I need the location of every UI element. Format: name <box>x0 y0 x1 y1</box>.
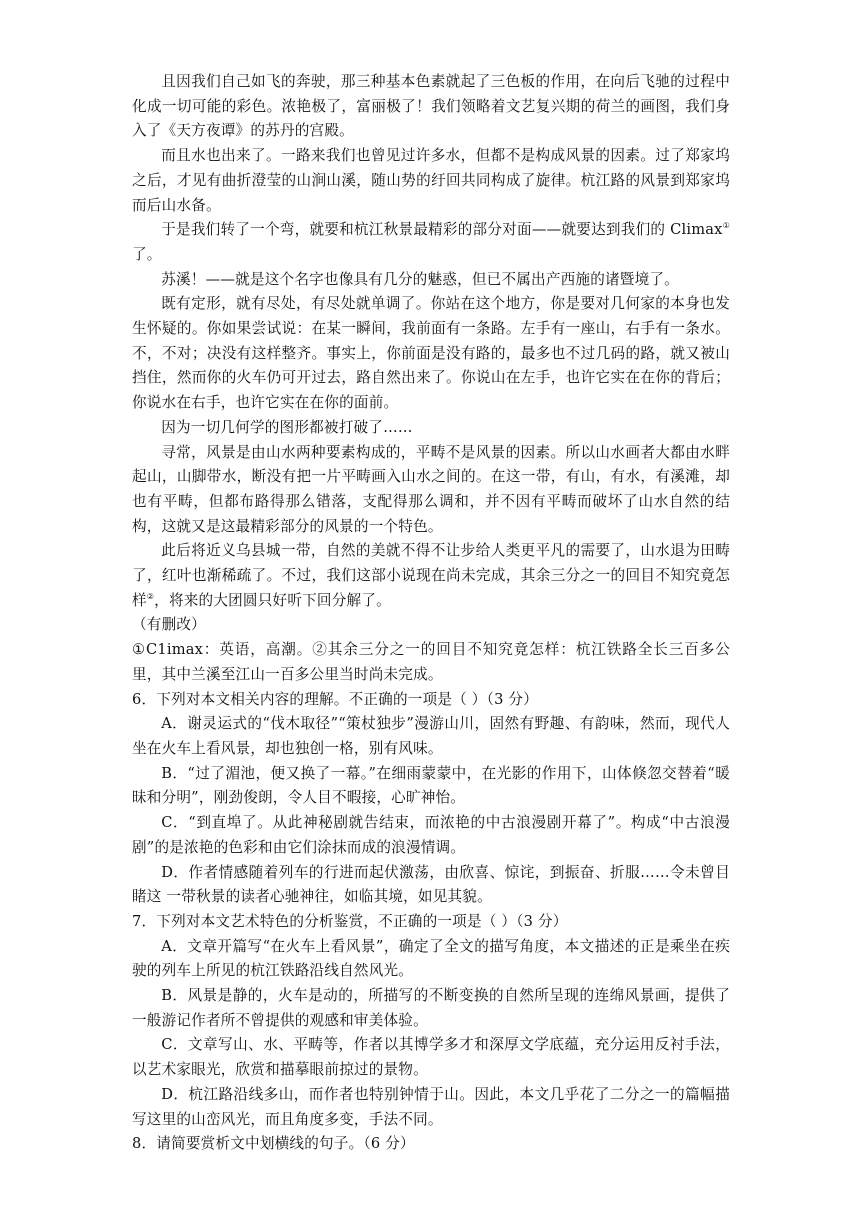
paragraph-text: 于是我们转了一个弯，就要和杭江秋景最精彩的部分对面——就要达到我们的 Climax <box>161 221 723 239</box>
paragraph: 因为一切几何学的图形都被打破了…… <box>161 418 413 436</box>
question-option-c: C．文章写山、水、平畴等，作者以其博学多才和深厚文学底蕴，充分运用反衬手法，以艺术家眼光，欣赏和描摹眼前掠过的景物。 <box>132 1036 730 1079</box>
question-8 <box>132 1132 730 1157</box>
paragraph <box>132 539 730 613</box>
footnote-marker: ① <box>722 221 730 231</box>
paragraph: 既有定形，就有尽处，有尽处就单调了。你站在这个地方，你是要对几何家的本身也发生怀疑的。你如果尝试说：在某一瞬间，我前面有一条路。左手有一座山，右手有一条水。不，不对；决没有这样整齐。事实上，你前面是没有路的，最多也不过几码的路，就又被山挡住，然而你的火车仍可开过去，路自然出来了。你说山在左手，也许它实在在你的背后；你说水在右手，也许它实在在你的面前。 <box>132 295 730 412</box>
question-option-a: A．谢灵运式的“伐木取径”“策杖独步”漫游山川，固然有野趣、有韵味，然而，现代人 坐在火车上看风景，却也独创一格，别有风味。 <box>132 715 730 757</box>
question-title: 6．下列对本文相关内容的理解。不正确的一项是（ ）（3 分） <box>132 690 538 708</box>
question-6 <box>132 688 730 910</box>
paragraph-text: 此后将近义乌县城一带，自然的美就不得不让步给人类更平凡的需要了，山水退为田畴了，红叶也渐稀疏了。不过，我们这部小说现在尚未完成，其余三分之一的回目不知究竟怎样 <box>132 542 730 609</box>
paragraph-tail: ，将来的大团圆只好听下回分解了。 <box>154 591 391 609</box>
paragraph: 且因我们自己如飞的奔驶，那三种基本色素就起了三色板的作用，在向后飞驰的过程中化成一切可能的彩色。浓艳极了，富丽极了！我们领略着文艺复兴期的荷兰的画图，我们身入了《天方夜谭》的苏丹的宫殿。 <box>132 73 730 140</box>
question-title: 7．下列对本文艺术特色的分析鉴赏，不正确的一项是（ ）（3 分） <box>132 912 568 930</box>
paragraph: 而且水也出来了。一路来我们也曾见过许多水，但都不是构成风景的因素。过了郑家坞之后，才见有曲折澄莹的山涧山溪，随山势的纡回共同构成了旋律。杭江路的风景到郑家坞而后山水备。 <box>132 147 730 214</box>
document-page <box>132 70 730 1157</box>
question-title: 8．请简要赏析文中划横线的句子。（6 分） <box>132 1135 415 1153</box>
paragraph: 寻常，风景是由山水两种要素构成的，平畴不是风景的因素。所以山水画者大都由水畔起山，山脚带水，断没有把一片平畴画入山水之间的。在这一带，有山，有水，有溪滩，却也有平畴，但都布路得那么错落，支配得那么调和，并不因有平畴而破坏了山水自然的结构，这就又是这最精彩部分的风景的一个特色。 <box>132 443 730 535</box>
paragraph: 苏溪！——就是这个名字也像具有几分的魅惑，但已不属出产西施的诸暨境了。 <box>161 270 679 288</box>
question-option-d: D．作者情感随着列车的行进而起伏激荡，由欣喜、惊诧，到振奋、折服……令未曾目睹这 一带秋景的读者心驰神往，如临其境，如见其貌。 <box>132 863 730 906</box>
question-option-c: C．“到直埠了。从此神秘剧就告结束，而浓艳的中古浪漫剧开幕了”。构成“中古浪漫剧”的是浓艳的色彩和由它们涂抹而成的浪漫情调。 <box>132 814 730 856</box>
paragraph <box>132 218 730 267</box>
question-option-d: D．杭江路沿线多山，而作者也特别钟情于山。因此，本文几乎花了二分之一的篇幅描写这里的山峦风光，而且角度多变，手法不同。 <box>132 1085 730 1128</box>
question-option-a: A．文章开篇写“在火车上看风景”，确定了全文的描写角度，本文描述的正是乘坐在疾驶的列车上所见的杭江铁路沿线自然风光。 <box>132 937 730 980</box>
source-note: （有删改） <box>132 616 206 634</box>
question-option-b: B．风景是静的，火车是动的，所描写的不断变换的自然所呈现的连绵风景画，提供了一般游记作者所不曾提供的观感和审美体验。 <box>132 987 730 1029</box>
question-option-b: B．“过了湄池，便又换了一幕。”在细雨蒙蒙中，在光影的作用下，山体倏忽交替着“暖昧和分明”，刚劲俊朗，令人目不暇接，心旷神怡。 <box>132 764 730 807</box>
footnote: ①C1imax：英语，高潮。②其余三分之一的回目不知究竟怎样：杭江铁路全长三百多公里，其中兰溪至江山一百多公里当时尚未完成。 <box>132 641 730 683</box>
question-7 <box>132 910 730 1132</box>
paragraph-tail: 了。 <box>132 245 162 263</box>
footnote-marker: ② <box>146 591 155 601</box>
